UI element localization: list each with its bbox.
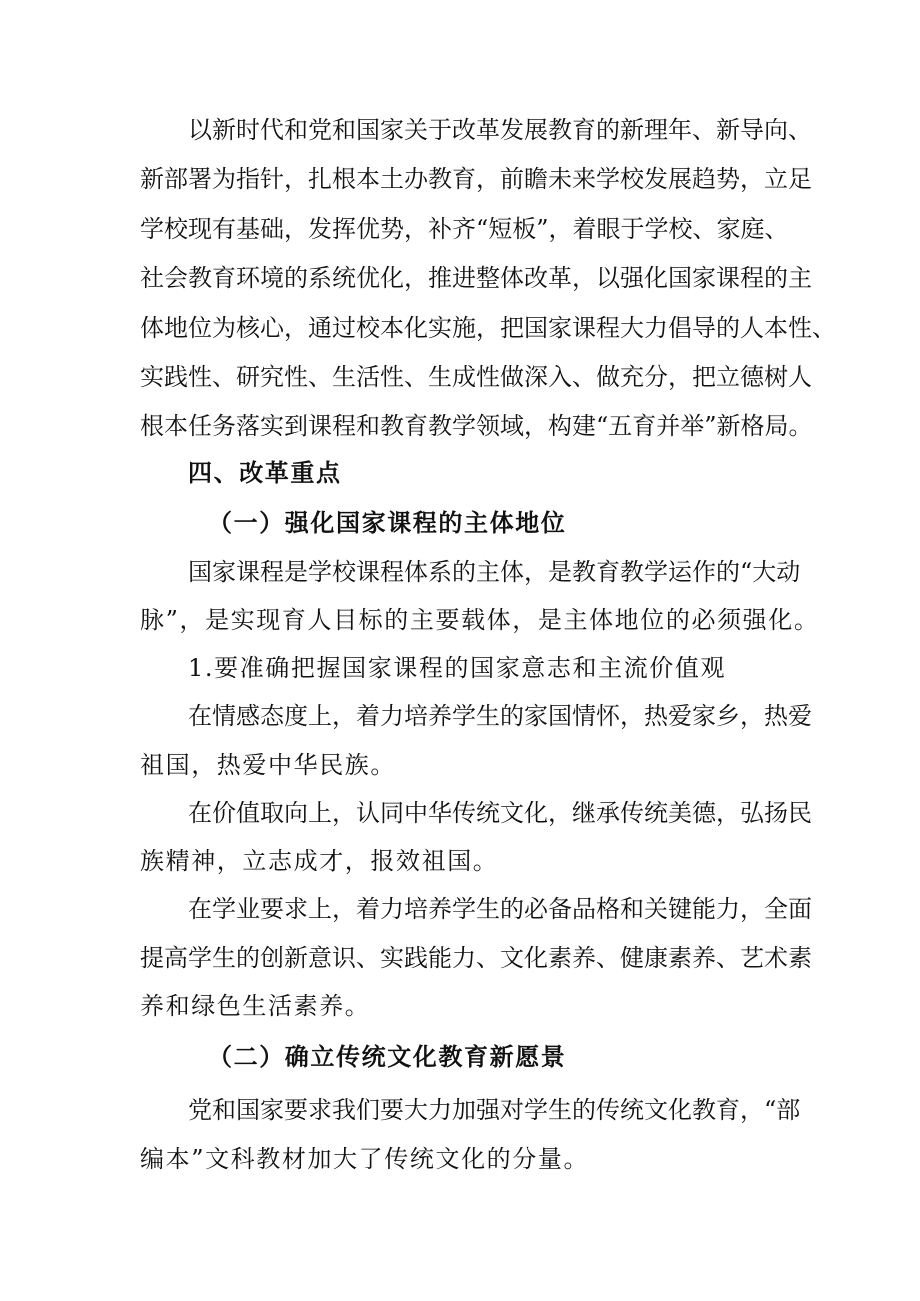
- paragraph-line: 党和国家要求我们要大力加强对学生的传统文化教育，“部: [188, 1096, 801, 1124]
- paragraph-line: 提高学生的创新意识、实践能力、文化素养、健康素养、艺术素: [140, 944, 812, 972]
- paragraph-line: 在价值取向上，认同中华传统文化，继承传统美德，弘扬民: [188, 799, 812, 827]
- paragraph-line: 实践性、研究性、生活性、生成性做深入、做充分，把立德树人: [140, 363, 812, 391]
- subsection-heading: （二）确立传统文化教育新愿景: [208, 1042, 567, 1071]
- paragraph-line: 养和绿色生活素养。: [140, 992, 371, 1020]
- paragraph-line: 脉”，是实现育人目标的主要载体，是主体地位的必须强化。: [140, 606, 820, 634]
- paragraph-line: 以新时代和党和国家关于改革发展教育的新理年、新导向、: [188, 116, 812, 144]
- paragraph-line: 在情感态度上，着力培养学生的家国情怀，热爱家乡，热爱: [188, 702, 812, 730]
- subsection-heading: （一）强化国家课程的主体地位: [208, 508, 567, 537]
- paragraph-line: 学校现有基础，发挥优势，补齐“短板”，着眼于学校、家庭、: [140, 215, 789, 243]
- paragraph-line: 编本”文科教材加大了传统文化的分量。: [140, 1145, 590, 1173]
- paragraph-line: 根本任务落实到课程和教育教学领域，构建“五育并举”新格局。: [140, 412, 813, 440]
- section-heading: 四、改革重点: [188, 458, 342, 487]
- paragraph-line: 国家课程是学校课程体系的主体，是教育教学运作的“大动: [188, 558, 801, 586]
- paragraph-line: 祖国，热爱中华民族。: [140, 751, 396, 779]
- paragraph-line: 新部署为指针，扎根本土办教育，前瞻未来学校发展趋势，立足: [140, 165, 812, 193]
- paragraph-line: 在学业要求上，着力培养学生的必备品格和关键能力，全面: [188, 895, 812, 923]
- paragraph-line: 体地位为核心，通过校本化实施，把国家课程大力倡导的人本性、: [140, 314, 836, 342]
- paragraph-line: 族精神，立志成才，报效祖国。: [140, 847, 499, 875]
- paragraph-line: 社会教育环境的系统优化，推进整体改革，以强化国家课程的主: [140, 264, 812, 292]
- point-heading: 1.要准确把握国家课程的国家意志和主流价值观: [188, 654, 727, 682]
